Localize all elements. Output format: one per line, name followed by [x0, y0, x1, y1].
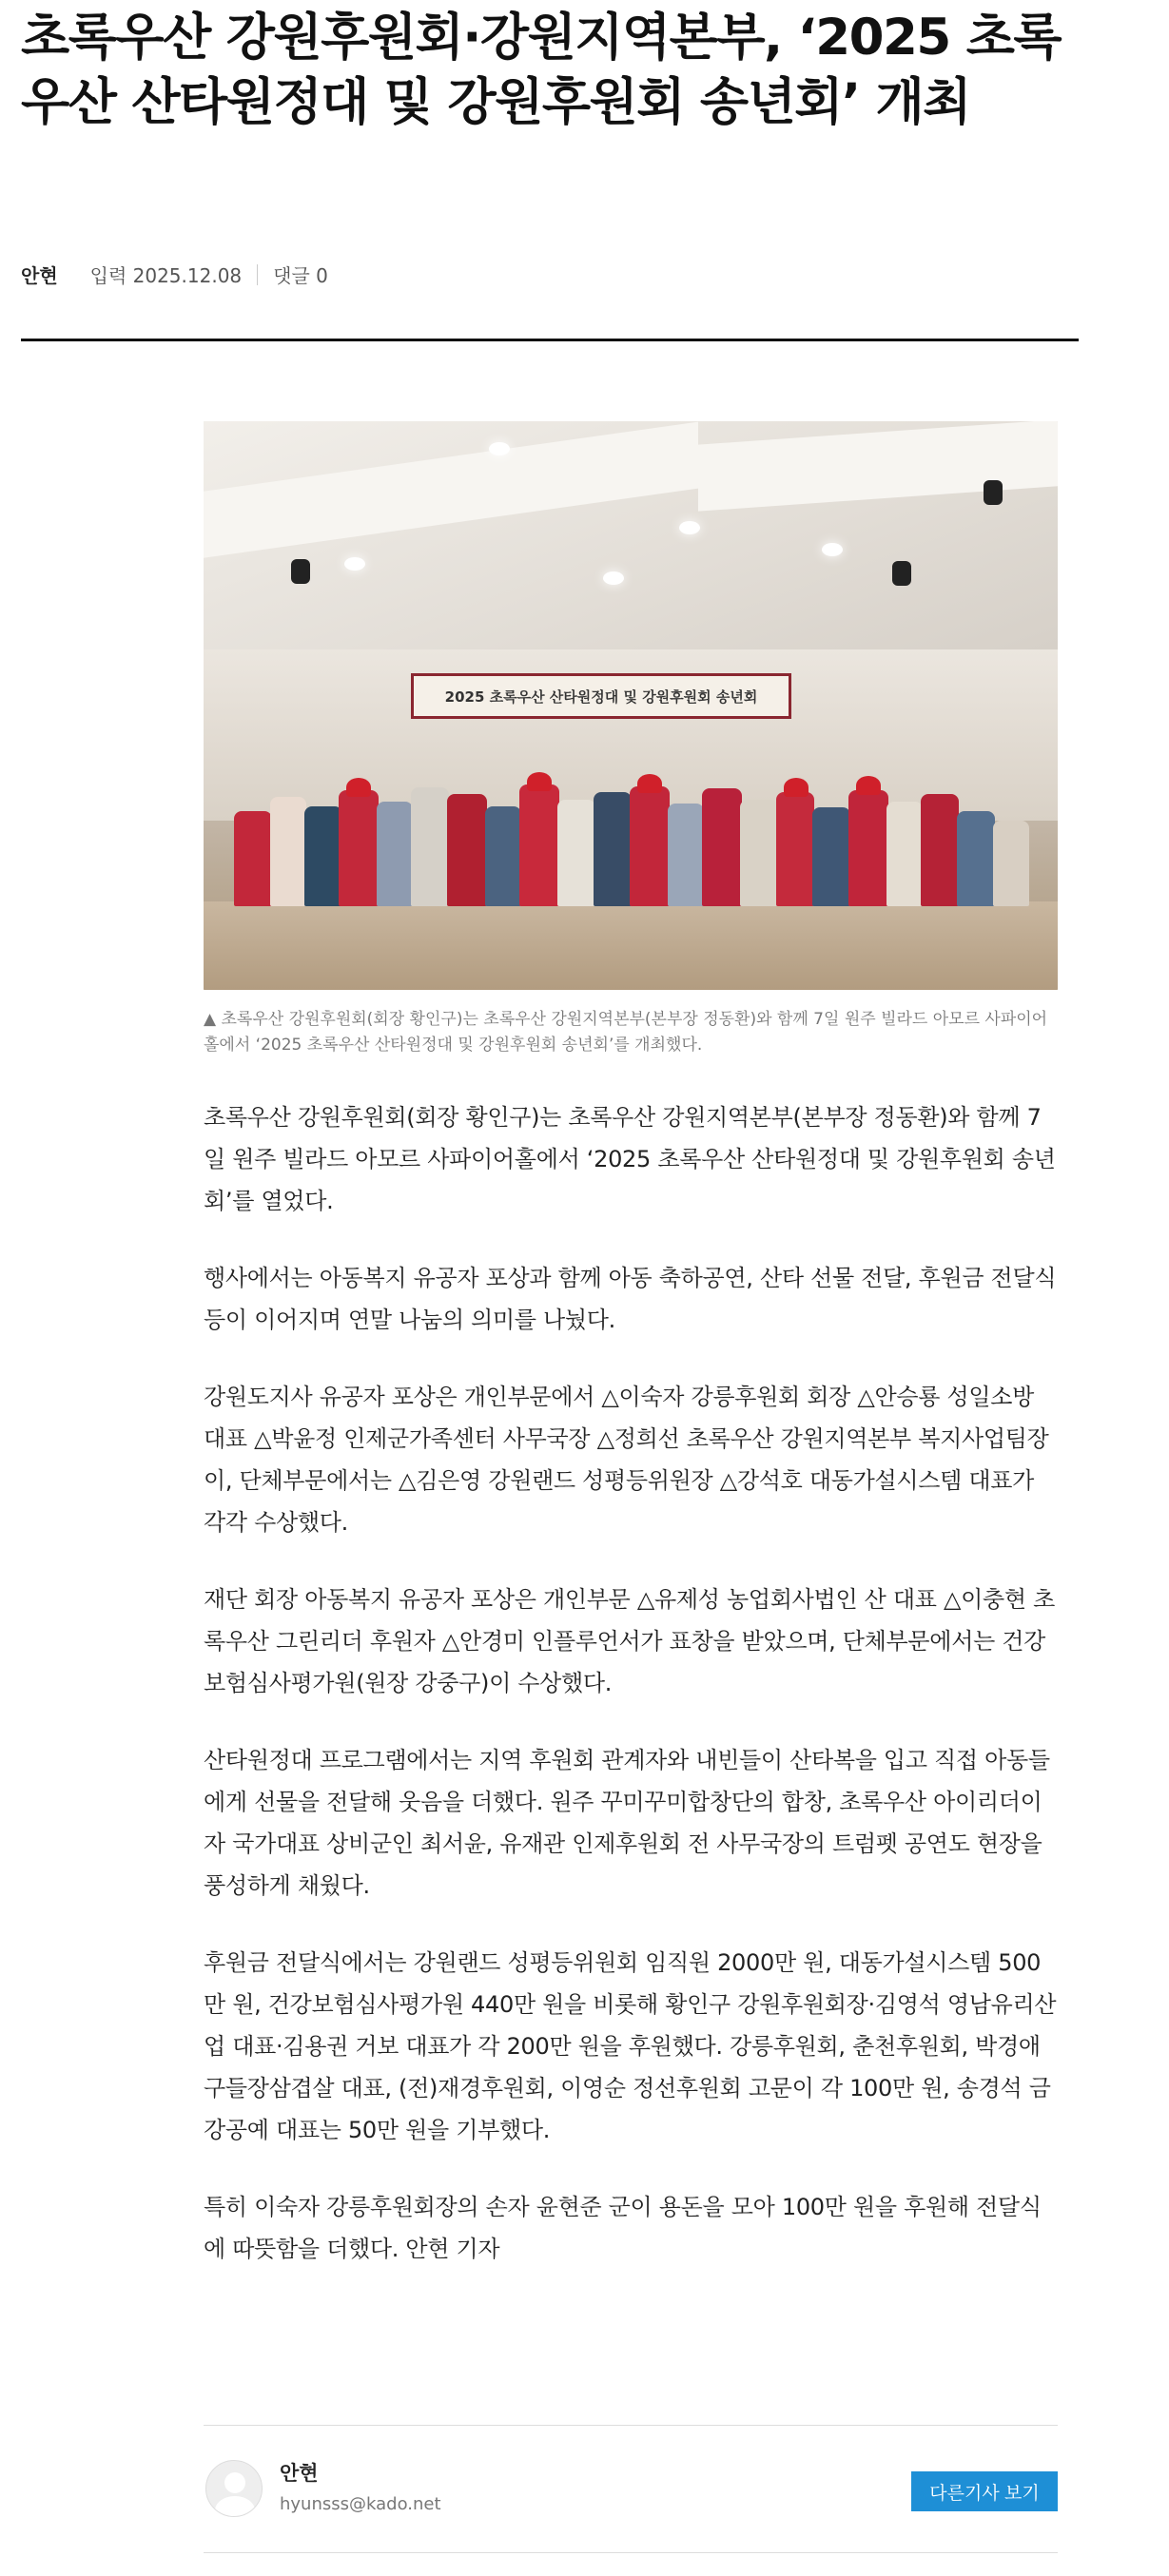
article-header	[21, 0, 1079, 287]
meta-author[interactable]: 안현	[21, 264, 58, 287]
article-paragraph: 초록우산 강원후원회(회장 황인구)는 초록우산 강원지역본부(본부장 정동환)와 함께 7일 원주 빌라드 아모르 사파이어홀에서 ‘2025 초록우산 산타원정대 및 강원후원회 송년회’를 열었다.	[204, 1104, 1056, 1214]
article-paragraph: 행사에서는 아동복지 유공자 포상과 함께 아동 축하공연, 산타 선물 전달, 후원금 전달식 등이 이어지며 연말 나눔의 의미를 나눴다.	[204, 1265, 1057, 1333]
reporter-name[interactable]: 안현	[280, 2462, 319, 2485]
article-paragraph: 산타원정대 프로그램에서는 지역 후원회 관계자와 내빈들이 산타복을 입고 직접 아동들에게 선물을 전달해 웃음을 더했다. 원주 꾸미꾸미합창단의 합창, 초록우산 아이리더이자 국가대표 상비군인 최서윤, 유재관 인제후원회 전 사무국장의 트럼펫 공연도 현장을 풍성하게 채웠다.	[204, 1747, 1050, 1899]
photo-caption: ▲ 초록우산 강원후원회(회장 황인구)는 초록우산 강원지역본부(본부장 정동환)와 함께 7일 원주 빌라드 아모르 사파이어홀에서 ‘2025 초록우산 산타원정대 및 강원후원회 송년회’를 개최했다.	[204, 1010, 1048, 1055]
article-meta	[21, 261, 328, 288]
article-paragraph: 재단 회장 아동복지 유공자 포상은 개인부문 △유제성 농업회사법인 산 대표 △이충현 초록우산 그린리더 후원자 △안경미 인플루언서가 표창을 받았으며, 단체부문에서는 건강보험심사평가원(원장 강중구)이 수상했다.	[204, 1586, 1055, 1696]
reporter-avatar-icon	[205, 2460, 263, 2517]
article-body	[204, 421, 1058, 2270]
meta-divider	[257, 264, 258, 285]
meta-date: 입력 2025.12.08	[89, 264, 243, 287]
photo-ceiling	[204, 421, 1058, 649]
article-headline: 초록우산 강원후원회·강원지역본부, ‘2025 초록우산 산타원정대 및 강원후원회 송년회’ 개최	[21, 9, 1062, 131]
article-paragraph: 특히 이숙자 강릉후원회장의 손자 윤현준 군이 용돈을 모아 100만 원을 후원해 전달식에 따뜻함을 더했다. 안현 기자	[204, 2194, 1042, 2262]
article-paragraph: 강원도지사 유공자 포상은 개인부문에서 △이숙자 강릉후원회 회장 △안승룡 성일소방 대표 △박윤정 인제군가족센터 사무국장 △정희선 초록우산 강원지역본부 복지사업팀장이, 단체부문에서는 △김은영 강원랜드 성평등위원장 △강석호 대동가설시스템 대표가 각각 수상했다.	[204, 1384, 1049, 1536]
reporter-card	[204, 2425, 1058, 2553]
photo-stage	[204, 901, 1058, 990]
article-paragraph: 후원금 전달식에서는 강원랜드 성평등위원회 임직원 2000만 원, 대동가설시스템 500만 원, 건강보험심사평가원 440만 원을 비롯해 황인구 강원후원회장·김영석 영남유리산업 대표·김용권 거보 대표가 각 200만 원을 후원했다. 강릉후원회, 춘천후원회, 박경애 구들장삼겹살 대표, (전)재경후원회, 이영순 정선후원회 고문이 각 100만 원, 송경석 금강공예 대표는 50만 원을 기부했다.	[204, 1949, 1057, 2143]
reporter-email[interactable]: hyunsss@kado.net	[280, 2494, 441, 2514]
meta-comments[interactable]: 댓글 0	[273, 264, 328, 287]
more-articles-button[interactable]: 다른기사 보기	[911, 2471, 1058, 2511]
photo-crowd	[224, 740, 1037, 906]
header-divider	[21, 339, 1079, 341]
photo-banner: 2025 초록우산 산타원정대 및 강원후원회 송년회	[411, 673, 791, 719]
article-photo[interactable]	[204, 421, 1058, 990]
article-figure	[204, 421, 1058, 1058]
